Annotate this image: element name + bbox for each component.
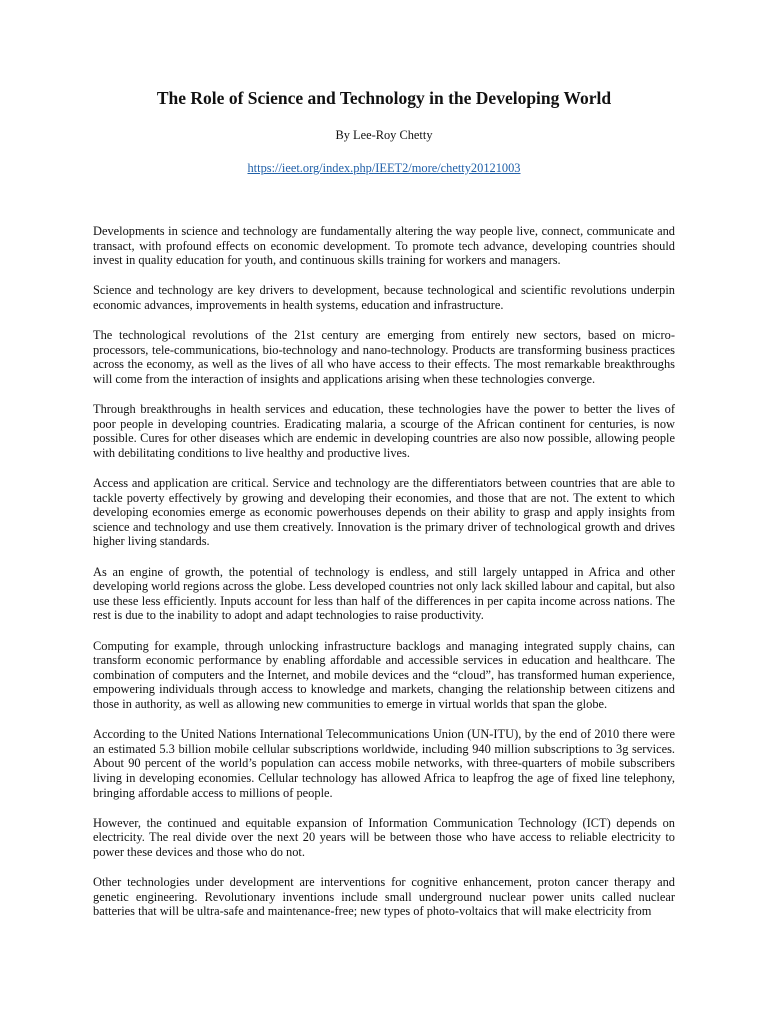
- paragraph-6: As an engine of growth, the potential of technology is endless, and still largely untapped in Africa and other developing world regions across the globe. Less developed countries not only lack skilled labour and capital, but also use these less efficiently. Inputs account for less than half of the differences in per capita income across nations. The rest is due to the inability to adopt and adapt technologies to raise productivity.: [93, 564, 675, 623]
- paragraph-9: However, the continued and equitable expansion of Information Communication Technology (ICT) depends on electricity. The real divide over the next 20 years will be between those who have access to reliable electricity to power these devices and those who do not.: [93, 815, 675, 859]
- paragraph-7: Computing for example, through unlocking infrastructure backlogs and managing integrated supply chains, can transform economic performance by enabling affordable and accessible services in education and healthcare. The combination of computers and the Internet, and mobile devices and the “cloud”, has transformed human experience, empowering individuals through access to knowledge and markets, changing the relationship between citizens and those in authority, as well as allowing new communities to emerge in virtual worlds that span the globe.: [93, 638, 675, 711]
- author-byline: By Lee-Roy Chetty: [335, 128, 433, 142]
- paragraph-10: Other technologies under development are interventions for cognitive enhancement, proton cancer therapy and genetic engineering. Revolutionary inventions include small underground nuclear power units called nuclear batteries that will be ultra-safe and maintenance-free; new types of photo-voltaics that will make electricity from: [93, 875, 675, 919]
- paragraph-8: According to the United Nations International Telecommunications Union (UN-ITU), by the end of 2010 there were an estimated 5.3 billion mobile cellular subscriptions worldwide, including 940 million subscriptions to 3g services. About 90 percent of the world’s population can access mobile networks, with three-quarters of mobile subscribers living in developing economies. Cellular technology has allowed Africa to leapfrog the age of fixed line telephony, bringing affordable access to millions of people.: [93, 727, 675, 800]
- page-title: The Role of Science and Technology in the Developing World: [156, 88, 612, 108]
- paragraph-2: Science and technology are key drivers to development, because technological and scientific revolutions underpin economic advances, improvements in health systems, education and infrastructure.: [93, 283, 675, 312]
- article-body: [93, 224, 675, 919]
- paragraph-4: Through breakthroughs in health services and education, these technologies have the power to better the lives of poor people in developing countries. Eradicating malaria, a scourge of the African continent for centuries, is now possible. Cures for other diseases which are endemic in developing countries are also now possible, allowing people with debilitating conditions to live healthy and productive lives.: [93, 402, 675, 460]
- paragraph-5: Access and application are critical. Service and technology are the differentiators between countries that are able to tackle poverty effectively by growing and developing their economies, and those that are not. The extent to which developing economies emerge as economic powerhouses depends on their ability to grasp and apply insights from science and technology and use them creatively. Innovation is the primary driver of technological growth and drives higher living standards.: [93, 476, 675, 549]
- source-link[interactable]: https://ieet.org/index.php/IEET2/more/chetty20121003: [247, 161, 521, 175]
- paragraph-1: Developments in science and technology are fundamentally altering the way people live, connect, communicate and transact, with profound effects on economic development. To promote tech advance, developing countries should invest in quality education for youth, and continuous skills training for workers and managers.: [93, 224, 675, 268]
- paragraph-3: The technological revolutions of the 21st century are emerging from entirely new sectors, based on micro-processors, tele-communications, bio-technology and nano-technology. Products are transforming business practices across the economy, as well as the lives of all who have access to their effects. The most remarkable breakthroughs will come from the interaction of insights and applications arising when these technologies converge.: [93, 328, 675, 386]
